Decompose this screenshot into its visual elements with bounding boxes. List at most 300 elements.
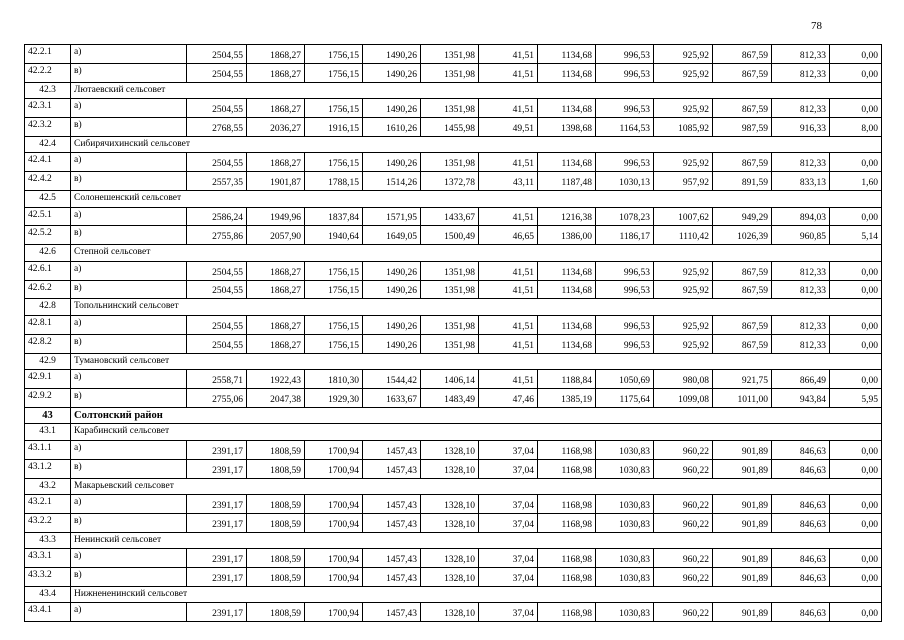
value-cell: 0,00: [830, 280, 882, 299]
value-cell: 925,92: [654, 63, 713, 82]
row-code: 43.1.1: [25, 440, 71, 459]
value-cell: 1868,27: [247, 63, 305, 82]
section-name: Степной сельсовет: [71, 245, 882, 262]
value-cell: 996,53: [596, 261, 654, 280]
value-cell: 916,33: [772, 117, 830, 136]
value-cell: 1500,49: [421, 226, 479, 245]
value-cell: 41,51: [479, 315, 538, 334]
row-variant: а): [71, 603, 187, 622]
value-cell: 2557,35: [187, 172, 247, 191]
value-cell: 1030,83: [596, 568, 654, 587]
value-cell: 1,60: [830, 172, 882, 191]
table-row: [25, 226, 882, 245]
value-cell: 1700,94: [305, 459, 363, 478]
value-cell: 1110,42: [654, 226, 713, 245]
value-cell: 1030,13: [596, 172, 654, 191]
value-cell: 1328,10: [421, 440, 479, 459]
value-cell: 2391,17: [187, 549, 247, 568]
value-cell: 0,00: [830, 440, 882, 459]
value-cell: 1351,98: [421, 153, 479, 172]
value-cell: 1490,26: [363, 280, 421, 299]
value-cell: 1483,49: [421, 388, 479, 407]
section-header-row: [25, 190, 882, 207]
section-header-row: [25, 424, 882, 441]
value-cell: 1328,10: [421, 603, 479, 622]
row-variant: в): [71, 513, 187, 532]
value-cell: 1175,64: [596, 388, 654, 407]
value-cell: 1490,26: [363, 261, 421, 280]
row-code: 42.3.1: [25, 99, 71, 118]
value-cell: 894,03: [772, 207, 830, 226]
value-cell: 1328,10: [421, 549, 479, 568]
value-cell: 1188,84: [538, 370, 596, 389]
section-name: Сибирячихинский сельсовет: [71, 136, 882, 153]
section-header-row: [25, 478, 882, 495]
row-code: 42.4.1: [25, 153, 71, 172]
value-cell: 5,95: [830, 388, 882, 407]
value-cell: 1649,05: [363, 226, 421, 245]
section-header-row: [25, 353, 882, 370]
value-cell: 37,04: [479, 603, 538, 622]
section-code: 43.2: [25, 478, 71, 495]
value-cell: 2504,55: [187, 261, 247, 280]
value-cell: 1134,68: [538, 153, 596, 172]
value-cell: 2391,17: [187, 495, 247, 514]
value-cell: 1868,27: [247, 280, 305, 299]
value-cell: 37,04: [479, 568, 538, 587]
section-name: Макарьевский сельсовет: [71, 478, 882, 495]
value-cell: 867,59: [713, 315, 772, 334]
value-cell: 1134,68: [538, 315, 596, 334]
value-cell: 960,22: [654, 440, 713, 459]
value-cell: 2768,55: [187, 117, 247, 136]
value-cell: 41,51: [479, 370, 538, 389]
section-code: 42.9: [25, 353, 71, 370]
value-cell: 2391,17: [187, 603, 247, 622]
row-code: 43.1.2: [25, 459, 71, 478]
row-variant: в): [71, 117, 187, 136]
value-cell: 925,92: [654, 280, 713, 299]
value-cell: 2391,17: [187, 459, 247, 478]
value-cell: 1868,27: [247, 153, 305, 172]
table-row: [25, 99, 882, 118]
value-cell: 1011,00: [713, 388, 772, 407]
value-cell: 1134,68: [538, 280, 596, 299]
row-variant: в): [71, 459, 187, 478]
value-cell: 867,59: [713, 334, 772, 353]
value-cell: 1490,26: [363, 63, 421, 82]
value-cell: 41,51: [479, 45, 538, 64]
value-cell: 1168,98: [538, 549, 596, 568]
table-row: [25, 280, 882, 299]
value-cell: 0,00: [830, 153, 882, 172]
value-cell: 1700,94: [305, 495, 363, 514]
value-cell: 812,33: [772, 315, 830, 334]
value-cell: 867,59: [713, 280, 772, 299]
value-cell: 2391,17: [187, 440, 247, 459]
page-number: 78: [811, 20, 822, 32]
value-cell: 1571,95: [363, 207, 421, 226]
value-cell: 8,00: [830, 117, 882, 136]
value-cell: 1490,26: [363, 315, 421, 334]
value-cell: 41,51: [479, 261, 538, 280]
value-cell: 1030,83: [596, 440, 654, 459]
value-cell: 812,33: [772, 45, 830, 64]
row-code: 43.3.2: [25, 568, 71, 587]
value-cell: 2504,55: [187, 63, 247, 82]
value-cell: 0,00: [830, 603, 882, 622]
value-cell: 1168,98: [538, 568, 596, 587]
row-code: 42.4.2: [25, 172, 71, 191]
section-code: 43.4: [25, 586, 71, 603]
tariff-table: [24, 44, 882, 622]
value-cell: 37,04: [479, 495, 538, 514]
value-cell: 812,33: [772, 334, 830, 353]
value-cell: 846,63: [772, 495, 830, 514]
value-cell: 1164,53: [596, 117, 654, 136]
value-cell: 1030,83: [596, 495, 654, 514]
value-cell: 960,22: [654, 568, 713, 587]
value-cell: 1457,43: [363, 495, 421, 514]
value-cell: 2755,06: [187, 388, 247, 407]
value-cell: 47,46: [479, 388, 538, 407]
value-cell: 996,53: [596, 63, 654, 82]
value-cell: 0,00: [830, 549, 882, 568]
value-cell: 2586,24: [187, 207, 247, 226]
table-row: [25, 459, 882, 478]
row-code: 43.3.1: [25, 549, 71, 568]
value-cell: 2391,17: [187, 513, 247, 532]
row-variant: а): [71, 153, 187, 172]
value-cell: 37,04: [479, 549, 538, 568]
value-cell: 996,53: [596, 45, 654, 64]
value-cell: 901,89: [713, 495, 772, 514]
value-cell: 1168,98: [538, 440, 596, 459]
value-cell: 1808,59: [247, 459, 305, 478]
value-cell: 1808,59: [247, 440, 305, 459]
table-row: [25, 440, 882, 459]
value-cell: 996,53: [596, 334, 654, 353]
value-cell: 2504,55: [187, 334, 247, 353]
value-cell: 41,51: [479, 334, 538, 353]
table-row: [25, 495, 882, 514]
value-cell: 960,22: [654, 549, 713, 568]
value-cell: 1700,94: [305, 440, 363, 459]
value-cell: 812,33: [772, 63, 830, 82]
value-cell: 1398,68: [538, 117, 596, 136]
section-header-row: [25, 299, 882, 316]
value-cell: 1868,27: [247, 334, 305, 353]
value-cell: 1810,30: [305, 370, 363, 389]
value-cell: 1433,67: [421, 207, 479, 226]
value-cell: 5,14: [830, 226, 882, 245]
value-cell: 1922,43: [247, 370, 305, 389]
section-name: Ненинский сельсовет: [71, 532, 882, 549]
value-cell: 2057,90: [247, 226, 305, 245]
value-cell: 1916,15: [305, 117, 363, 136]
row-variant: а): [71, 549, 187, 568]
value-cell: 1756,15: [305, 261, 363, 280]
value-cell: 1544,42: [363, 370, 421, 389]
section-code: 42.6: [25, 245, 71, 262]
row-variant: в): [71, 280, 187, 299]
section-code: 42.4: [25, 136, 71, 153]
value-cell: 1901,87: [247, 172, 305, 191]
section-code: 42.3: [25, 82, 71, 99]
value-cell: 1078,23: [596, 207, 654, 226]
value-cell: 846,63: [772, 549, 830, 568]
section-code: 43.1: [25, 424, 71, 441]
value-cell: 1351,98: [421, 315, 479, 334]
row-variant: а): [71, 45, 187, 64]
value-cell: 1351,98: [421, 45, 479, 64]
value-cell: 1457,43: [363, 603, 421, 622]
value-cell: 1134,68: [538, 261, 596, 280]
value-cell: 1351,98: [421, 99, 479, 118]
section-header-row: [25, 532, 882, 549]
value-cell: 957,92: [654, 172, 713, 191]
value-cell: 0,00: [830, 207, 882, 226]
row-code: 42.5.2: [25, 226, 71, 245]
value-cell: 1490,26: [363, 153, 421, 172]
section-code: 42.5: [25, 190, 71, 207]
table-row: [25, 63, 882, 82]
table-row: [25, 117, 882, 136]
value-cell: 46,65: [479, 226, 538, 245]
table-row: [25, 315, 882, 334]
value-cell: 41,51: [479, 99, 538, 118]
value-cell: 925,92: [654, 99, 713, 118]
value-cell: 1808,59: [247, 568, 305, 587]
value-cell: 1756,15: [305, 334, 363, 353]
value-cell: 1808,59: [247, 495, 305, 514]
value-cell: 1134,68: [538, 99, 596, 118]
value-cell: 1406,14: [421, 370, 479, 389]
value-cell: 41,51: [479, 63, 538, 82]
value-cell: 925,92: [654, 45, 713, 64]
section-name: Нижнененинский сельсовет: [71, 586, 882, 603]
value-cell: 1756,15: [305, 63, 363, 82]
row-variant: а): [71, 99, 187, 118]
table-row: [25, 513, 882, 532]
value-cell: 901,89: [713, 603, 772, 622]
value-cell: 812,33: [772, 99, 830, 118]
value-cell: 1514,26: [363, 172, 421, 191]
value-cell: 1030,83: [596, 459, 654, 478]
value-cell: 2036,27: [247, 117, 305, 136]
value-cell: 1168,98: [538, 603, 596, 622]
value-cell: 901,89: [713, 459, 772, 478]
value-cell: 1328,10: [421, 459, 479, 478]
value-cell: 1457,43: [363, 549, 421, 568]
value-cell: 1026,39: [713, 226, 772, 245]
value-cell: 846,63: [772, 513, 830, 532]
value-cell: 1385,19: [538, 388, 596, 407]
value-cell: 0,00: [830, 370, 882, 389]
value-cell: 901,89: [713, 513, 772, 532]
row-variant: в): [71, 388, 187, 407]
value-cell: 925,92: [654, 261, 713, 280]
section-header-row: [25, 82, 882, 99]
value-cell: 960,85: [772, 226, 830, 245]
row-variant: в): [71, 226, 187, 245]
row-code: 42.6.2: [25, 280, 71, 299]
table-row: [25, 334, 882, 353]
row-code: 43.2.2: [25, 513, 71, 532]
row-variant: а): [71, 440, 187, 459]
value-cell: 1168,98: [538, 495, 596, 514]
section-name: Солтонский район: [71, 407, 882, 424]
value-cell: 1134,68: [538, 334, 596, 353]
table-row: [25, 568, 882, 587]
section-name: Солонешенский сельсовет: [71, 190, 882, 207]
section-code: 43: [25, 407, 71, 424]
value-cell: 0,00: [830, 99, 882, 118]
table-row: [25, 549, 882, 568]
value-cell: 1351,98: [421, 280, 479, 299]
row-variant: в): [71, 568, 187, 587]
value-cell: 1868,27: [247, 261, 305, 280]
value-cell: 960,22: [654, 513, 713, 532]
value-cell: 1351,98: [421, 261, 479, 280]
row-variant: а): [71, 261, 187, 280]
section-header-row: [25, 245, 882, 262]
table-row: [25, 207, 882, 226]
value-cell: 0,00: [830, 495, 882, 514]
value-cell: 960,22: [654, 459, 713, 478]
section-name: Топольнинский сельсовет: [71, 299, 882, 316]
value-cell: 1372,78: [421, 172, 479, 191]
value-cell: 1700,94: [305, 603, 363, 622]
row-variant: а): [71, 207, 187, 226]
section-header-row: [25, 586, 882, 603]
value-cell: 1328,10: [421, 513, 479, 532]
value-cell: 41,51: [479, 280, 538, 299]
value-cell: 1868,27: [247, 315, 305, 334]
value-cell: 1351,98: [421, 63, 479, 82]
value-cell: 812,33: [772, 153, 830, 172]
value-cell: 1808,59: [247, 513, 305, 532]
value-cell: 901,89: [713, 568, 772, 587]
value-cell: 1756,15: [305, 153, 363, 172]
value-cell: 925,92: [654, 153, 713, 172]
table-row: [25, 388, 882, 407]
value-cell: 2504,55: [187, 99, 247, 118]
row-code: 42.5.1: [25, 207, 71, 226]
section-code: 43.3: [25, 532, 71, 549]
row-variant: в): [71, 172, 187, 191]
value-cell: 960,22: [654, 495, 713, 514]
row-code: 42.3.2: [25, 117, 71, 136]
value-cell: 867,59: [713, 99, 772, 118]
value-cell: 846,63: [772, 603, 830, 622]
value-cell: 996,53: [596, 280, 654, 299]
value-cell: 1030,83: [596, 603, 654, 622]
value-cell: 996,53: [596, 99, 654, 118]
value-cell: 1490,26: [363, 334, 421, 353]
table-row: [25, 261, 882, 280]
value-cell: 1756,15: [305, 99, 363, 118]
value-cell: 37,04: [479, 513, 538, 532]
value-cell: 0,00: [830, 261, 882, 280]
row-variant: а): [71, 370, 187, 389]
value-cell: 1756,15: [305, 45, 363, 64]
section-header-row: [25, 136, 882, 153]
section-code: 42.8: [25, 299, 71, 316]
value-cell: 1490,26: [363, 45, 421, 64]
value-cell: 812,33: [772, 261, 830, 280]
value-cell: 1700,94: [305, 513, 363, 532]
value-cell: 0,00: [830, 513, 882, 532]
value-cell: 846,63: [772, 459, 830, 478]
value-cell: 37,04: [479, 440, 538, 459]
value-cell: 891,59: [713, 172, 772, 191]
row-code: 42.6.1: [25, 261, 71, 280]
value-cell: 901,89: [713, 440, 772, 459]
value-cell: 1756,15: [305, 315, 363, 334]
value-cell: 0,00: [830, 45, 882, 64]
table-row: [25, 172, 882, 191]
value-cell: 1457,43: [363, 513, 421, 532]
row-code: 42.8.1: [25, 315, 71, 334]
value-cell: 996,53: [596, 153, 654, 172]
row-code: 42.2.1: [25, 45, 71, 64]
value-cell: 901,89: [713, 549, 772, 568]
value-cell: 0,00: [830, 334, 882, 353]
value-cell: 49,51: [479, 117, 538, 136]
value-cell: 1457,43: [363, 440, 421, 459]
value-cell: 1808,59: [247, 603, 305, 622]
value-cell: 1351,98: [421, 334, 479, 353]
table-row: [25, 603, 882, 622]
value-cell: 2558,71: [187, 370, 247, 389]
value-cell: 1610,26: [363, 117, 421, 136]
value-cell: 41,51: [479, 207, 538, 226]
value-cell: 960,22: [654, 603, 713, 622]
value-cell: 943,84: [772, 388, 830, 407]
value-cell: 1134,68: [538, 63, 596, 82]
value-cell: 925,92: [654, 315, 713, 334]
value-cell: 867,59: [713, 63, 772, 82]
section-name: Лютаевский сельсовет: [71, 82, 882, 99]
value-cell: 1134,68: [538, 45, 596, 64]
section-name: Тумановский сельсовет: [71, 353, 882, 370]
value-cell: 866,49: [772, 370, 830, 389]
value-cell: 1788,15: [305, 172, 363, 191]
value-cell: 2504,55: [187, 153, 247, 172]
value-cell: 0,00: [830, 459, 882, 478]
row-code: 43.4.1: [25, 603, 71, 622]
value-cell: 846,63: [772, 440, 830, 459]
row-variant: а): [71, 315, 187, 334]
value-cell: 1328,10: [421, 568, 479, 587]
value-cell: 1328,10: [421, 495, 479, 514]
value-cell: 43,11: [479, 172, 538, 191]
value-cell: 1929,30: [305, 388, 363, 407]
value-cell: 1168,98: [538, 459, 596, 478]
value-cell: 1837,84: [305, 207, 363, 226]
row-code: 42.8.2: [25, 334, 71, 353]
value-cell: 1868,27: [247, 99, 305, 118]
value-cell: 833,13: [772, 172, 830, 191]
table-row: [25, 45, 882, 64]
row-variant: в): [71, 334, 187, 353]
value-cell: 1168,98: [538, 513, 596, 532]
value-cell: 867,59: [713, 45, 772, 64]
value-cell: 846,63: [772, 568, 830, 587]
row-code: 42.9.1: [25, 370, 71, 389]
value-cell: 1187,48: [538, 172, 596, 191]
